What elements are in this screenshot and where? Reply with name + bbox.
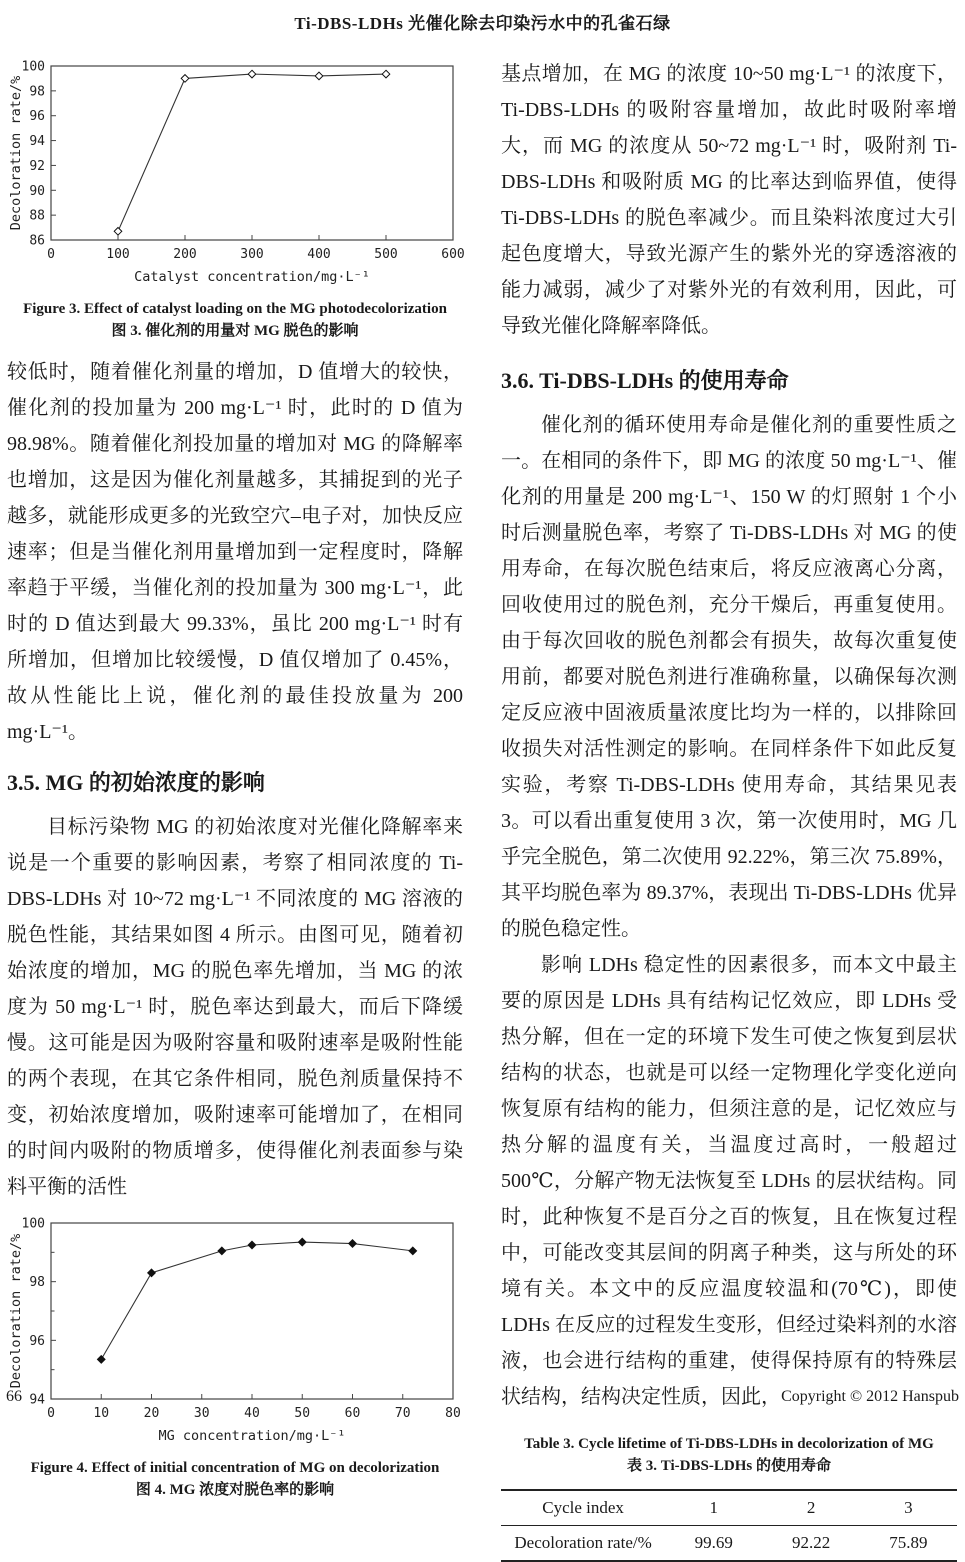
diamond-open-marker	[248, 70, 256, 78]
section-heading-3-6: 3.6. Ti-DBS-LDHs 的使用寿命	[501, 368, 789, 393]
x-tick-label: 20	[143, 1406, 160, 1421]
diamond-filled-marker	[97, 1356, 105, 1364]
y-tick-label: 100	[21, 1216, 45, 1232]
y-axis-label: Decoloration rate/%	[8, 1233, 24, 1389]
x-tick-label: 50	[294, 1406, 311, 1421]
diamond-filled-marker	[218, 1247, 226, 1255]
right-paragraph-2: 催化剂的循环使用寿命是催化剂的重要性质之一。在相同的条件下，即 MG 的浓度 50 mg·L⁻¹、催化剂的用量是 200 mg·L⁻¹、150 W 的灯照射 1 个小时后测量脱色率，考察了 Ti-DBS-LDHs 对 MG 的使用寿命，在每次脱色结束后，将反应液离心分离，回收使用过的脱色剂，充分干燥后，再重复使用。由于每次回收的脱色剂都会有损失，故每次重复使用前，都要对脱色剂进行准确称量，以确保每次测定反应液中固液质量浓度比均为一样的，以排除回收损失对活性测定的影响。在同样条件下如此反复实验，考察 Ti-DBS-LDHs 使用寿命，其结果见表 3。可以看出重复使用 3 次，第一次使用时，MG 几乎完全脱色，第二次使用 92.22%，第三次 75.89%，其平均脱色率为 89.37%，表现出 Ti-DBS-LDHs 优异的脱色稳定性。	[501, 414, 957, 940]
x-axis-label: MG concentration/mg·L⁻¹	[158, 1428, 346, 1444]
table-row	[501, 1526, 957, 1562]
y-tick-label: 94	[29, 134, 45, 150]
figure3-caption-zh: 图 3. 催化剂的用量对 MG 脱色的影响	[111, 323, 359, 339]
y-tick-label: 88	[29, 208, 45, 224]
x-tick-label: 60	[344, 1406, 361, 1421]
y-tick-label: 98	[29, 1275, 45, 1291]
table3-body	[501, 1490, 957, 1561]
series-line	[101, 1242, 413, 1359]
x-tick-label: 30	[193, 1406, 210, 1421]
series-line	[118, 74, 386, 231]
figure3-block	[7, 58, 463, 342]
figure4-caption	[11, 1457, 459, 1501]
x-tick-label: 0	[47, 1406, 55, 1421]
table3-caption-en: Table 3. Cycle lifetime of Ti-DBS-LDHs in decolorization of MG	[524, 1436, 934, 1452]
diamond-open-marker	[114, 228, 122, 236]
right-column	[501, 56, 957, 1562]
y-tick-label: 98	[29, 84, 45, 100]
table-cell: 92.22	[791, 1533, 831, 1552]
x-tick-label: 500	[374, 247, 398, 262]
right-paragraph-1: 基点增加，在 MG 的浓度 10~50 mg·L⁻¹ 的浓度下，Ti-DBS-LDHs 的吸附容量增加，故此时吸附率增大，而 MG 的浓度从 50~72 mg·L⁻¹ 时，吸附剂 Ti-DBS-LDHs 和吸附质 MG 的比率达到临界值，使得 Ti-DBS-LDHs 的脱色率减少。而且染料浓度过大引起色度增大，导致光源产生的紫外光的穿透溶液的能力减弱，减少了对紫外光的有效利用，因此，可导致光催化降解率降低。	[501, 63, 957, 337]
running-head-title: Ti-DBS-LDHs 光催化除去印染污水中的孔雀石绿	[294, 14, 671, 33]
y-tick-label: 86	[29, 233, 45, 249]
table3-caption	[505, 1433, 953, 1477]
table-cell: Decoloration rate/%	[514, 1533, 652, 1552]
diamond-filled-marker	[248, 1241, 256, 1249]
x-tick-label: 40	[244, 1406, 260, 1421]
left-paragraph-1: 较低时，随着催化剂量的增加，D 值增大的较快，催化剂的投加量为 200 mg·L⁻¹ 时，此时的 D 值为 98.98%。随着催化剂投加量的增加对 MG 的降解率也增加，这是因为催化剂量越多，其捕捉到的光子越多，就能形成更多的光致空穴–电子对，加快反应速率；但是当催化剂用量增加到一定程度时，降解率趋于平缓，当催化剂的投加量为 300 mg·L⁻¹，此时的 D 值达到最大 99.33%，虽比 200 mg·L⁻¹ 时有所增加，但增加比较缓慢，D 值仅增加了 0.45%，故从性能比上说，催化剂的最佳投放量为 200 mg·L⁻¹。	[7, 361, 463, 743]
x-tick-label: 10	[93, 1406, 110, 1421]
y-tick-label: 100	[21, 59, 45, 75]
plot-border	[51, 66, 453, 240]
x-tick-label: 200	[173, 247, 197, 262]
section-heading-3-5: 3.5. MG 的初始浓度的影响	[7, 770, 265, 795]
diamond-open-marker	[181, 75, 189, 83]
copyright-notice: Copyright © 2012 Hanspub	[781, 1388, 959, 1405]
x-tick-label: 400	[307, 247, 331, 262]
figure4-caption-zh: 图 4. MG 浓度对脱色率的影响	[135, 1482, 335, 1498]
table-cell: 1	[665, 1490, 762, 1526]
table-row	[501, 1490, 957, 1526]
x-tick-label: 0	[47, 247, 55, 262]
x-tick-label: 100	[106, 247, 130, 262]
x-tick-label: 80	[445, 1406, 461, 1421]
figure4-caption-en: Figure 4. Effect of initial concentration of MG on decolorization	[30, 1460, 440, 1476]
figure3-chart	[7, 58, 463, 290]
y-tick-label: 94	[29, 1392, 45, 1408]
y-tick-label: 96	[29, 1333, 45, 1349]
table-cell: Cycle index	[501, 1490, 665, 1526]
table3	[501, 1489, 957, 1562]
table-cell: 2	[762, 1490, 859, 1526]
y-tick-label: 96	[29, 109, 45, 125]
page-number: 66	[6, 1388, 22, 1405]
two-column-layout	[0, 34, 965, 1562]
figure3-caption-en: Figure 3. Effect of catalyst loading on the MG photodecolorization	[23, 301, 447, 317]
diamond-filled-marker	[349, 1240, 357, 1248]
left-paragraph-2: 目标污染物 MG 的初始浓度对光催化降解率来说是一个重要的影响因素，考察了相同浓度的 Ti-DBS-LDHs 对 10~72 mg·L⁻¹ 不同浓度的 MG 溶液的脱色性能，其结果如图 4 所示。由图可见，随着初始浓度的增加，MG 的脱色率先增加，当 MG 的浓度为 50 mg·L⁻¹ 时，脱色率达到最大，而后下降缓慢。这可能是因为吸附容量和吸附速率是吸附性能的两个表现，在其它条件相同，脱色剂质量保持不变，初始浓度增加，吸附速率可能增加了，在相同的时间内吸附的物质增多，使得催化剂表面参与染料平衡的活性	[7, 816, 463, 1198]
table-cell: 75.89	[889, 1533, 928, 1552]
figure4-chart	[7, 1215, 463, 1449]
table3-caption-zh: 表 3. Ti-DBS-LDHs 的使用寿命	[627, 1458, 831, 1474]
table-cell: 3	[860, 1490, 957, 1526]
page-footer	[6, 1388, 959, 1406]
y-axis-label: Decoloration rate/%	[8, 75, 24, 231]
figure4-block	[7, 1215, 463, 1501]
y-tick-label: 90	[29, 183, 45, 199]
y-tick-label: 92	[29, 158, 45, 174]
left-column	[7, 56, 463, 1562]
x-axis-label: Catalyst concentration/mg·L⁻¹	[134, 269, 370, 285]
diamond-filled-marker	[409, 1247, 417, 1255]
diamond-open-marker	[315, 72, 323, 80]
diamond-open-marker	[382, 70, 390, 78]
right-paragraph-3: 影响 LDHs 稳定性的因素很多，而本文中最主要的原因是 LDHs 具有结构记忆效应，即 LDHs 受热分解，但在一定的环境下发生可使之恢复到层状结构的状态，也就是可以经一定物理化学变化逆向恢复原有结构的能力，但须注意的是，记忆效应与热分解的温度有关，当温度过高时，一般超过 500℃，分解产物无法恢复至 LDHs 的层状结构。同时，此种恢复不是百分之百的恢复，且在恢复过程中，可能改变其层间的阴离子种类，这与所处的环境有关。本文中的反应温度较温和(70℃)，即使 LDHs 在反应的过程发生变形，但经过染料剂的水溶液，也会进行结构的重建，使得保持原有的特殊层状结构，结构决定性质，因此，	[501, 954, 957, 1408]
figure3-caption	[11, 298, 459, 342]
diamond-filled-marker	[298, 1238, 306, 1246]
x-tick-label: 600	[441, 247, 465, 262]
x-tick-label: 300	[240, 247, 264, 262]
diamond-filled-marker	[148, 1269, 156, 1277]
x-tick-label: 70	[394, 1406, 411, 1421]
table-cell: 99.69	[694, 1533, 733, 1552]
